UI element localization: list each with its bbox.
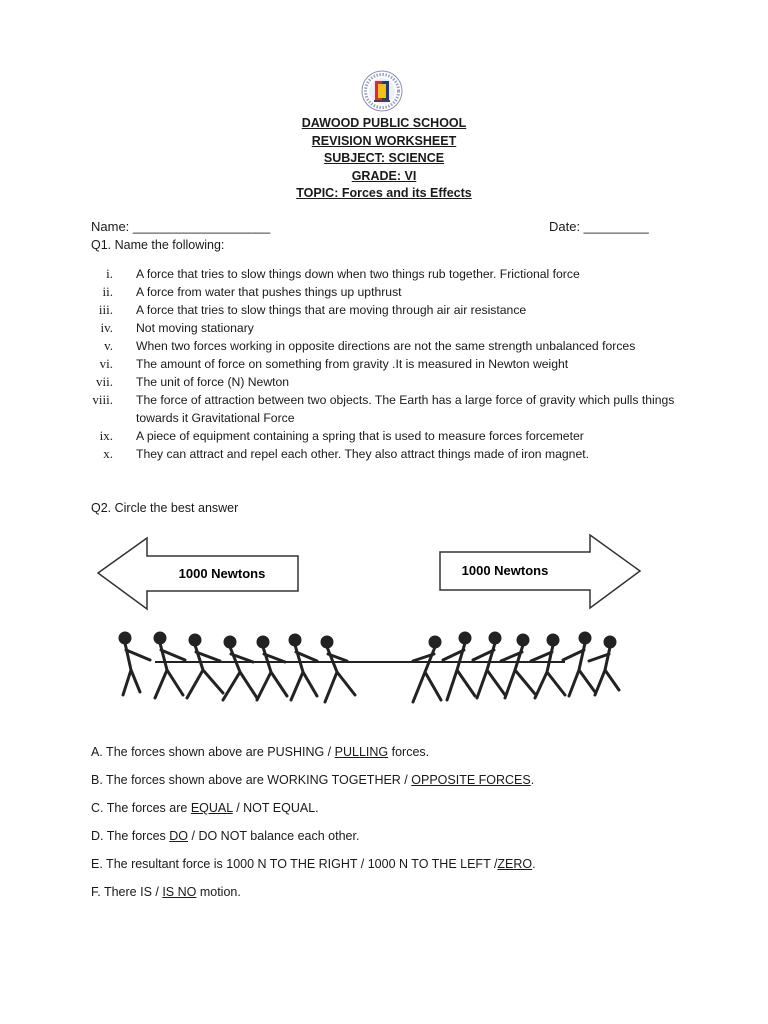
answer-b-choice[interactable]: OPPOSITE FORCES	[411, 773, 531, 787]
school-logo	[361, 70, 403, 112]
answer-f-choice[interactable]: IS NO	[162, 885, 197, 899]
school-name: DAWOOD PUBLIC SCHOOL	[301, 116, 467, 130]
worksheet-header	[0, 115, 768, 203]
list-item: vi. The amount of force on something from gravity .It is measured in Newton weight	[99, 356, 569, 371]
q1-title: Q1. Name the following:	[91, 238, 225, 252]
grade-line: GRADE: VI	[351, 168, 417, 183]
list-item: i. A force that tries to slow things down when two things rub together. Frictional force	[106, 266, 580, 281]
answer-d-choice[interactable]: DO	[169, 829, 189, 843]
date-field[interactable]: Date: _________	[549, 219, 649, 234]
name-field[interactable]: Name: ___________________	[91, 219, 271, 234]
tug-of-war-figure	[95, 530, 645, 735]
answer-b: B. The forces shown above are WORKING TOGETHER / OPPOSITE FORCES.	[91, 773, 535, 787]
list-item: ix. A piece of equipment containing a spring that is used to measure forces forcemeter	[99, 428, 584, 443]
subject-line: SUBJECT: SCIENCE	[323, 151, 445, 165]
answer-e-choice[interactable]: ZERO	[497, 857, 533, 871]
list-item: x. They can attract and repel each other. They also attract things made of iron magnet.	[103, 446, 590, 461]
list-item: iii. A force that tries to slow things that are moving through air air resistance	[98, 302, 527, 317]
answer-c-choice[interactable]: EQUAL	[190, 801, 233, 815]
list-item: iv. Not moving stationary	[100, 320, 254, 335]
list-item: v. When two forces working in opposite directions are not the same strength unbalanced forces	[104, 338, 636, 353]
answer-a: A. The forces shown above are PUSHING / PULLING forces.	[91, 745, 430, 759]
list-item: viii. The force of attraction between two objects. The Earth has a large force of gravity which pulls things towards it Gravitational Force	[92, 392, 675, 425]
left-arrow-label: 1000 Newtons	[178, 566, 266, 581]
right-arrow-label: 1000 Newtons	[461, 563, 549, 578]
list-item: vii. The unit of force (N) Newton	[96, 374, 290, 389]
answer-d: D. The forces DO / DO NOT balance each other.	[91, 829, 360, 843]
list-item: ii. A force from water that pushes things up upthrust	[102, 284, 402, 299]
answer-a-choice[interactable]: PULLING	[334, 745, 389, 759]
topic-line: TOPIC: Forces and its Effects	[296, 186, 472, 200]
q2-answers	[91, 744, 536, 912]
q2-title: Q2. Circle the best answer	[91, 501, 239, 515]
answer-f: F. There IS / IS NO motion.	[91, 885, 241, 899]
answer-c: C. The forces are EQUAL / NOT EQUAL.	[91, 801, 319, 815]
people-pulling-icon	[120, 633, 619, 702]
answer-e: E. The resultant force is 1000 N TO THE RIGHT / 1000 N TO THE LEFT /ZERO.	[91, 857, 536, 871]
worksheet-title: REVISION WORKSHEET	[311, 133, 457, 148]
q1-list	[88, 265, 688, 463]
